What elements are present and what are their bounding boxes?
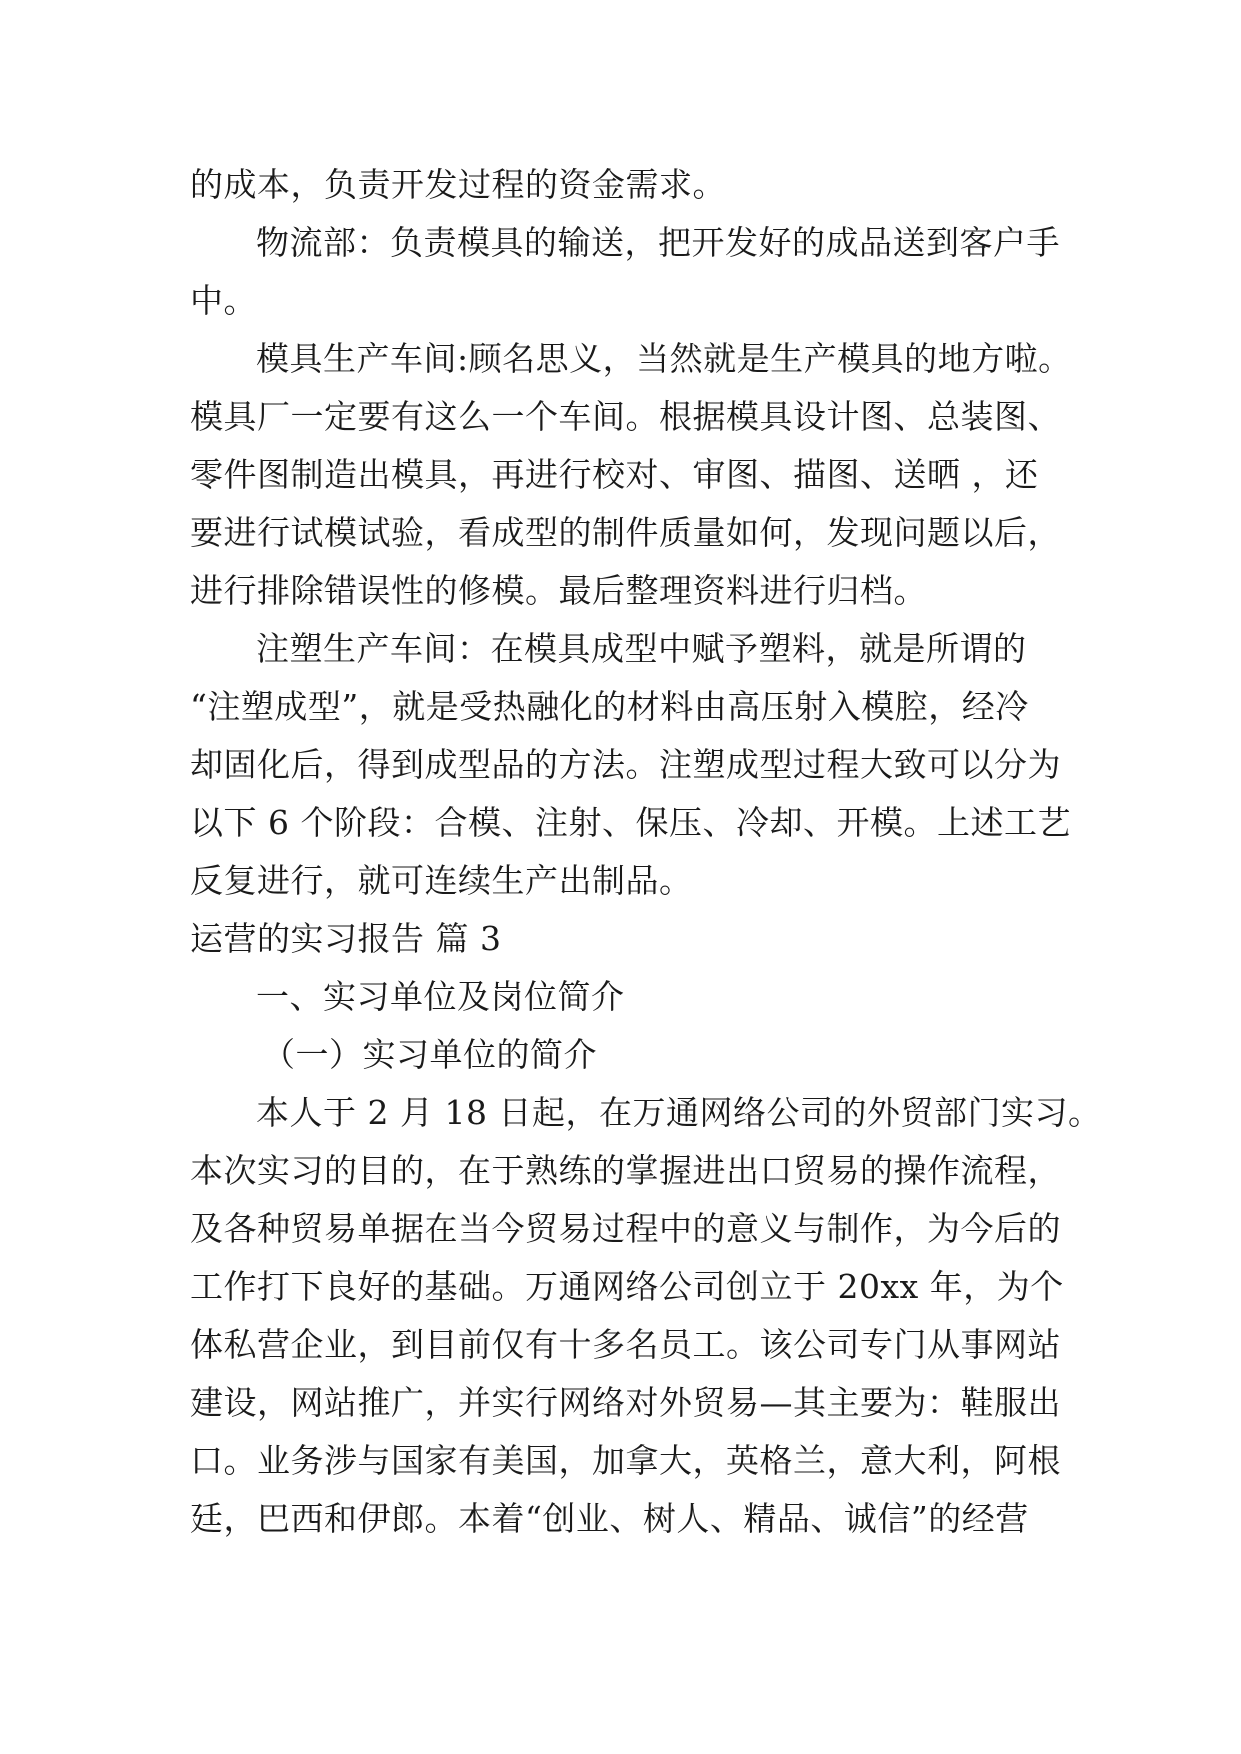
text-line: 以下 6 个阶段：合模、注射、保压、冷却、开模。上述工艺 <box>190 803 1071 842</box>
text-line: 廷，巴西和伊郎。本着“创业、树人、精品、诚信”的经营 <box>190 1499 1029 1538</box>
text-line: 模具生产车间:顾名思义，当然就是生产模具的地方啦。 <box>256 339 1072 378</box>
text-line: 注塑生产车间：在模具成型中赋予塑料，就是所谓的 <box>256 629 1027 668</box>
subheading: （一）实习单位的简介 <box>262 1035 597 1074</box>
text-line: 模具厂一定要有这么一个车间。根据模具设计图、总装图、 <box>190 397 1061 436</box>
text-line: 反复进行，就可连续生产出制品。 <box>190 861 693 900</box>
text-line: 却固化后，得到成型品的方法。注塑成型过程大致可以分为 <box>190 745 1061 784</box>
text-line: 零件图制造出模具，再进行校对、审图、描图、送晒 ，还 <box>190 455 1039 494</box>
text-line: 建设，网站推广，并实行网络对外贸易—其主要为：鞋服出 <box>190 1383 1061 1422</box>
text-line: 体私营企业，到目前仅有十多名员工。该公司专门从事网站 <box>190 1325 1061 1364</box>
text-line: 的成本，负责开发过程的资金需求。 <box>190 165 726 204</box>
section-heading: 运营的实习报告 篇 3 <box>190 919 502 958</box>
text-line: “注塑成型”，就是受热融化的材料由高压射入模腔，经冷 <box>190 687 1029 726</box>
text-line: 本人于 2 月 18 日起，在万通网络公司的外贸部门实习。 <box>256 1093 1102 1132</box>
text-line: 口。业务涉与国家有美国，加拿大，英格兰，意大利，阿根 <box>190 1441 1061 1480</box>
subheading: 一、实习单位及岗位简介 <box>256 977 625 1016</box>
text-line: 物流部：负责模具的输送，把开发好的成品送到客户手 <box>256 223 1060 262</box>
text-line: 本次实习的目的，在于熟练的掌握进出口贸易的操作流程， <box>190 1151 1061 1190</box>
text-line: 要进行试模试验，看成型的制件质量如何，发现问题以后， <box>190 513 1061 552</box>
text-line: 进行排除错误性的修模。最后整理资料进行归档。 <box>190 571 927 610</box>
text-line: 及各种贸易单据在当今贸易过程中的意义与制作，为今后的 <box>190 1209 1061 1248</box>
text-line: 中。 <box>190 281 257 320</box>
text-line: 工作打下良好的基础。万通网络公司创立于 20xx 年，为个 <box>190 1267 1064 1306</box>
